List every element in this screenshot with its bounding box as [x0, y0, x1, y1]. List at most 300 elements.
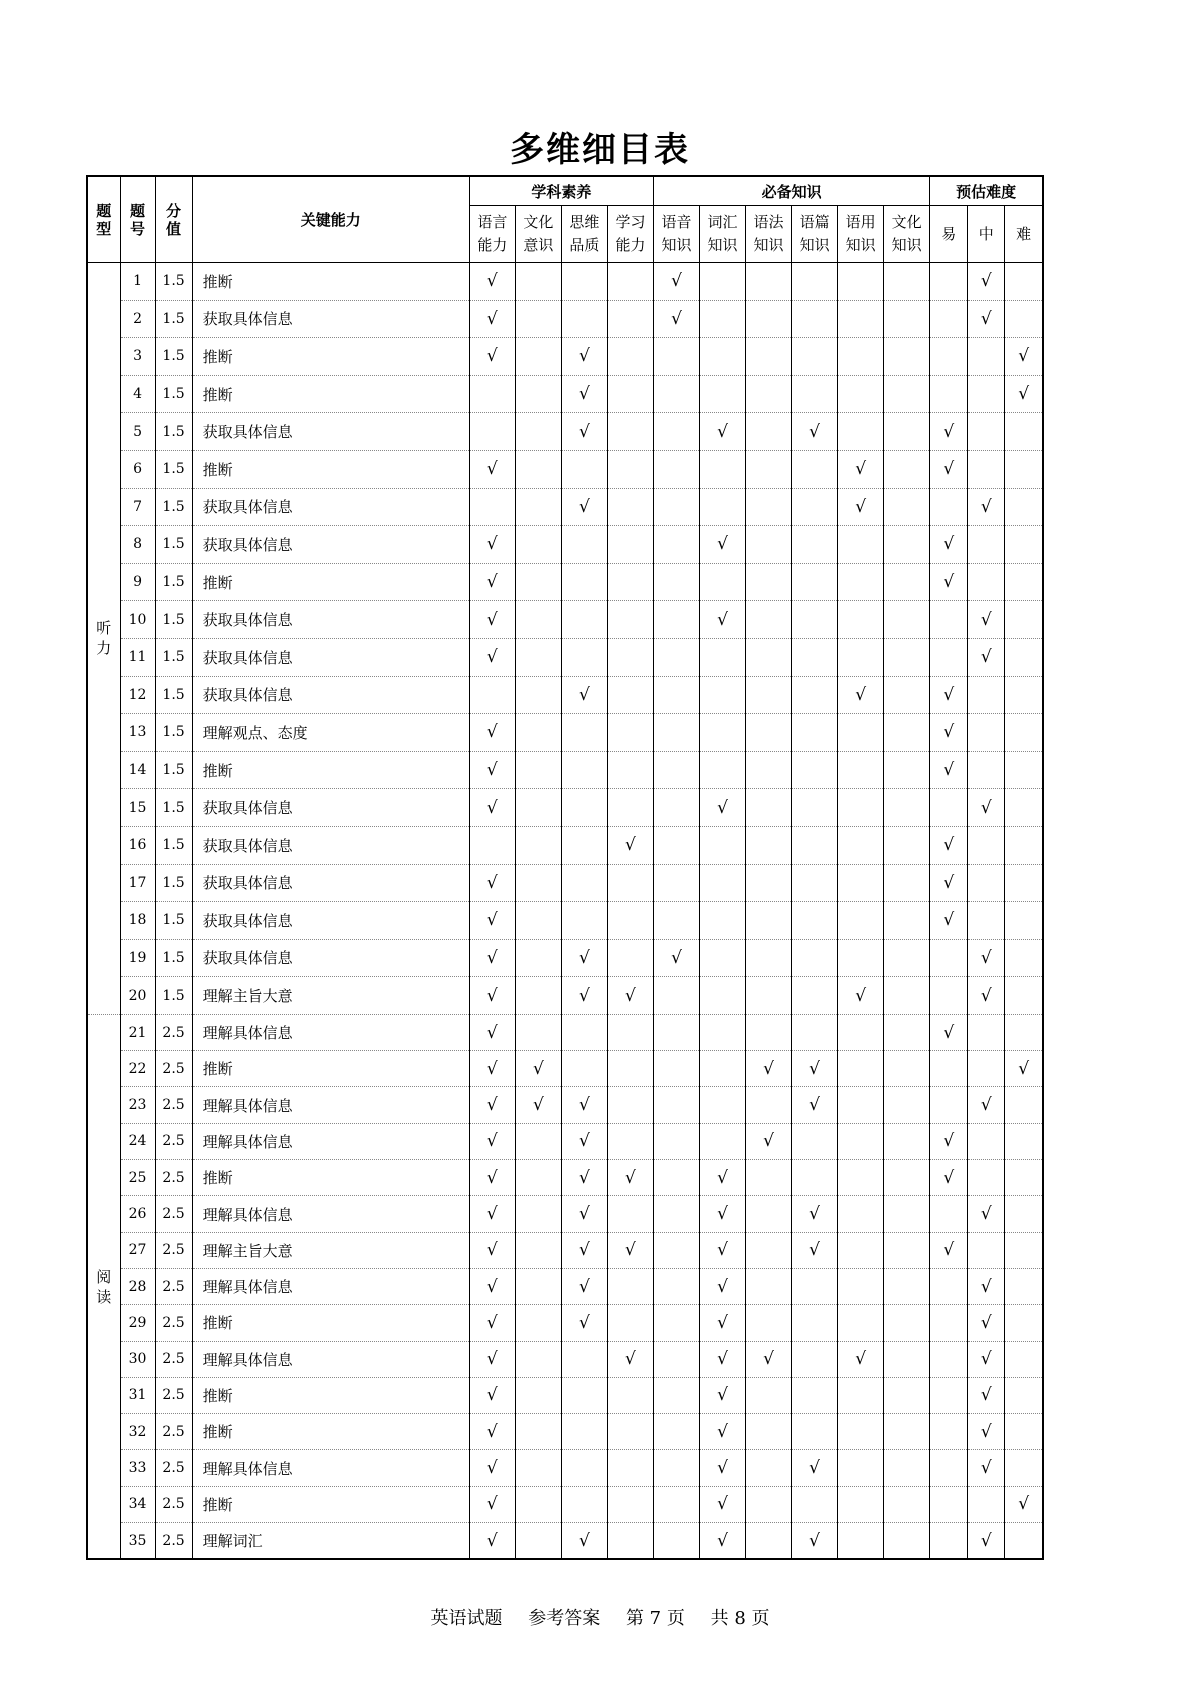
mark-cell-语法知识 [746, 1486, 792, 1522]
mark-cell-文化知识 [884, 1305, 930, 1341]
mark-cell-语用知识 [838, 1160, 884, 1196]
mark-cell-语言能力: √ [469, 601, 515, 639]
mark-cell-语用知识 [838, 1414, 884, 1450]
mark-cell-易: √ [930, 714, 968, 752]
mark-cell-语言能力: √ [469, 263, 515, 301]
table-row [87, 300, 1043, 338]
mark-cell-学习能力 [607, 789, 653, 827]
mark-cell-文化意识 [515, 902, 561, 940]
mark-cell-难 [1005, 751, 1043, 789]
mark-cell-语篇知识 [792, 826, 838, 864]
header-sub-2: 思维 品质 [561, 206, 607, 263]
mark-cell-学习能力 [607, 1523, 653, 1560]
mark-cell-语法知识 [746, 488, 792, 526]
mark-cell-学习能力 [607, 1486, 653, 1522]
mark-cell-语用知识 [838, 601, 884, 639]
mark-cell-文化知识 [884, 488, 930, 526]
mark-cell-词汇知识: √ [700, 1196, 746, 1232]
mark-cell-思维品质 [561, 638, 607, 676]
mark-cell-词汇知识 [700, 1123, 746, 1159]
mark-cell-语篇知识 [792, 300, 838, 338]
mark-cell-语音知识 [653, 789, 699, 827]
mark-cell-难 [1005, 526, 1043, 564]
header-sub-11: 中 [968, 206, 1005, 263]
mark-cell-词汇知识 [700, 300, 746, 338]
header-sub-10: 易 [930, 206, 968, 263]
mark-cell-思维品质 [561, 526, 607, 564]
mark-cell-中 [968, 375, 1005, 413]
question-score: 1.5 [155, 676, 192, 714]
mark-cell-文化知识 [884, 1123, 930, 1159]
mark-cell-中 [968, 1160, 1005, 1196]
header-group-literacy: 学科素养 [469, 176, 653, 206]
mark-cell-中: √ [968, 977, 1005, 1015]
mark-cell-语用知识 [838, 263, 884, 301]
question-number: 20 [120, 977, 155, 1015]
mark-cell-语用知识 [838, 563, 884, 601]
question-score: 2.5 [155, 1014, 192, 1050]
key-ability: 获取具体信息 [192, 413, 469, 451]
mark-cell-词汇知识: √ [700, 1450, 746, 1486]
mark-cell-中 [968, 338, 1005, 376]
mark-cell-语法知识 [746, 1523, 792, 1560]
mark-cell-思维品质 [561, 751, 607, 789]
mark-cell-学习能力 [607, 375, 653, 413]
mark-cell-语音知识 [653, 1014, 699, 1050]
question-number: 19 [120, 939, 155, 977]
mark-cell-中 [968, 902, 1005, 940]
key-ability: 获取具体信息 [192, 601, 469, 639]
mark-cell-语篇知识 [792, 563, 838, 601]
mark-cell-语篇知识 [792, 638, 838, 676]
mark-cell-语篇知识: √ [792, 1232, 838, 1268]
mark-cell-中: √ [968, 488, 1005, 526]
mark-cell-文化意识 [515, 1414, 561, 1450]
mark-cell-难 [1005, 300, 1043, 338]
mark-cell-学习能力 [607, 601, 653, 639]
mark-cell-思维品质: √ [561, 939, 607, 977]
mark-cell-语言能力 [469, 676, 515, 714]
page-footer [0, 1604, 1200, 1630]
mark-cell-中: √ [968, 789, 1005, 827]
question-number: 32 [120, 1414, 155, 1450]
mark-cell-易: √ [930, 1232, 968, 1268]
mark-cell-语法知识 [746, 864, 792, 902]
mark-cell-易 [930, 1523, 968, 1560]
mark-cell-中: √ [968, 1414, 1005, 1450]
mark-cell-文化知识 [884, 1523, 930, 1560]
mark-cell-中: √ [968, 1305, 1005, 1341]
mark-cell-文化意识 [515, 300, 561, 338]
key-ability: 获取具体信息 [192, 638, 469, 676]
question-number: 24 [120, 1123, 155, 1159]
mark-cell-语用知识 [838, 1123, 884, 1159]
mark-cell-词汇知识 [700, 714, 746, 752]
key-ability: 理解主旨大意 [192, 977, 469, 1015]
mark-cell-难: √ [1005, 375, 1043, 413]
mark-cell-易: √ [930, 1160, 968, 1196]
mark-cell-语篇知识 [792, 601, 838, 639]
mark-cell-语篇知识 [792, 450, 838, 488]
mark-cell-难 [1005, 1305, 1043, 1341]
mark-cell-文化意识 [515, 638, 561, 676]
question-number: 29 [120, 1305, 155, 1341]
mark-cell-学习能力 [607, 338, 653, 376]
question-score: 2.5 [155, 1160, 192, 1196]
key-ability: 理解词汇 [192, 1523, 469, 1560]
mark-cell-语用知识 [838, 864, 884, 902]
mark-cell-语音知识: √ [653, 939, 699, 977]
mark-cell-词汇知识 [700, 826, 746, 864]
question-score: 2.5 [155, 1305, 192, 1341]
mark-cell-易: √ [930, 1014, 968, 1050]
mark-cell-语音知识 [653, 1232, 699, 1268]
mark-cell-中: √ [968, 1523, 1005, 1560]
header-sub-1: 文化 意识 [515, 206, 561, 263]
mark-cell-语言能力: √ [469, 939, 515, 977]
key-ability: 推断 [192, 1305, 469, 1341]
mark-cell-难 [1005, 676, 1043, 714]
mark-cell-语法知识 [746, 1305, 792, 1341]
question-number: 26 [120, 1196, 155, 1232]
mark-cell-语用知识 [838, 939, 884, 977]
mark-cell-中 [968, 1486, 1005, 1522]
mark-cell-难 [1005, 714, 1043, 752]
mark-cell-思维品质: √ [561, 676, 607, 714]
mark-cell-语音知识 [653, 601, 699, 639]
header-sub-7: 语篇 知识 [792, 206, 838, 263]
mark-cell-学习能力 [607, 488, 653, 526]
mark-cell-词汇知识 [700, 638, 746, 676]
table-row [87, 789, 1043, 827]
mark-cell-难 [1005, 1341, 1043, 1377]
question-score: 1.5 [155, 939, 192, 977]
mark-cell-思维品质 [561, 826, 607, 864]
mark-cell-难 [1005, 1377, 1043, 1413]
question-score: 2.5 [155, 1087, 192, 1123]
mark-cell-语篇知识 [792, 1268, 838, 1304]
mark-cell-文化知识 [884, 450, 930, 488]
mark-cell-难: √ [1005, 338, 1043, 376]
mark-cell-语用知识: √ [838, 488, 884, 526]
mark-cell-思维品质: √ [561, 1268, 607, 1304]
mark-cell-文化知识 [884, 1268, 930, 1304]
mark-cell-语用知识 [838, 338, 884, 376]
mark-cell-易 [930, 1450, 968, 1486]
mark-cell-学习能力 [607, 1014, 653, 1050]
mark-cell-语用知识: √ [838, 1341, 884, 1377]
table-row [87, 751, 1043, 789]
mark-cell-语言能力: √ [469, 1160, 515, 1196]
mark-cell-语言能力: √ [469, 1051, 515, 1087]
mark-cell-词汇知识 [700, 1087, 746, 1123]
table-row [87, 1268, 1043, 1304]
mark-cell-学习能力 [607, 413, 653, 451]
mark-cell-难 [1005, 1123, 1043, 1159]
mark-cell-词汇知识 [700, 939, 746, 977]
mark-cell-思维品质: √ [561, 1232, 607, 1268]
mark-cell-文化知识 [884, 1051, 930, 1087]
mark-cell-语音知识 [653, 1087, 699, 1123]
mark-cell-难 [1005, 601, 1043, 639]
mark-cell-语音知识 [653, 488, 699, 526]
mark-cell-难 [1005, 789, 1043, 827]
mark-cell-学习能力 [607, 714, 653, 752]
key-ability: 理解具体信息 [192, 1196, 469, 1232]
mark-cell-思维品质: √ [561, 1160, 607, 1196]
mark-cell-语用知识 [838, 1305, 884, 1341]
mark-cell-语法知识 [746, 300, 792, 338]
question-number: 25 [120, 1160, 155, 1196]
mark-cell-语法知识 [746, 526, 792, 564]
mark-cell-易 [930, 338, 968, 376]
mark-cell-词汇知识 [700, 751, 746, 789]
mark-cell-思维品质 [561, 864, 607, 902]
mark-cell-中 [968, 864, 1005, 902]
mark-cell-易: √ [930, 864, 968, 902]
key-ability: 理解具体信息 [192, 1014, 469, 1050]
table-row [87, 1377, 1043, 1413]
mark-cell-语法知识 [746, 939, 792, 977]
mark-cell-词汇知识: √ [700, 1160, 746, 1196]
question-score: 2.5 [155, 1123, 192, 1159]
key-ability: 获取具体信息 [192, 939, 469, 977]
key-ability: 理解主旨大意 [192, 1232, 469, 1268]
mark-cell-文化知识 [884, 1232, 930, 1268]
mark-cell-语篇知识 [792, 864, 838, 902]
mark-cell-语法知识 [746, 413, 792, 451]
mark-cell-学习能力 [607, 676, 653, 714]
mark-cell-语言能力: √ [469, 751, 515, 789]
mark-cell-学习能力 [607, 638, 653, 676]
mark-cell-语音知识 [653, 526, 699, 564]
mark-cell-语法知识 [746, 977, 792, 1015]
question-number: 21 [120, 1014, 155, 1050]
mark-cell-学习能力: √ [607, 1341, 653, 1377]
mark-cell-中 [968, 526, 1005, 564]
mark-cell-语言能力: √ [469, 1377, 515, 1413]
header-type: 题 型 [87, 176, 120, 263]
mark-cell-难 [1005, 826, 1043, 864]
mark-cell-词汇知识 [700, 1014, 746, 1050]
mark-cell-易 [930, 488, 968, 526]
key-ability: 理解具体信息 [192, 1268, 469, 1304]
mark-cell-文化知识 [884, 939, 930, 977]
mark-cell-语篇知识: √ [792, 1523, 838, 1560]
question-number: 27 [120, 1232, 155, 1268]
mark-cell-文化知识 [884, 1014, 930, 1050]
question-number: 16 [120, 826, 155, 864]
header-score: 分 值 [155, 176, 192, 263]
mark-cell-文化知识 [884, 601, 930, 639]
mark-cell-文化意识 [515, 1268, 561, 1304]
mark-cell-语言能力: √ [469, 789, 515, 827]
question-number: 7 [120, 488, 155, 526]
table-header [87, 176, 1043, 263]
question-score: 1.5 [155, 601, 192, 639]
mark-cell-语音知识: √ [653, 263, 699, 301]
mark-cell-语用知识 [838, 1051, 884, 1087]
section-label: 听 力 [87, 263, 120, 1015]
mark-cell-难 [1005, 488, 1043, 526]
question-score: 2.5 [155, 1377, 192, 1413]
mark-cell-学习能力 [607, 263, 653, 301]
mark-cell-易 [930, 1377, 968, 1413]
table-row [87, 1305, 1043, 1341]
mark-cell-文化意识 [515, 714, 561, 752]
mark-cell-思维品质: √ [561, 488, 607, 526]
mark-cell-语音知识 [653, 375, 699, 413]
key-ability: 推断 [192, 263, 469, 301]
question-number: 8 [120, 526, 155, 564]
mark-cell-易 [930, 601, 968, 639]
mark-cell-文化知识 [884, 864, 930, 902]
mark-cell-语法知识 [746, 638, 792, 676]
mark-cell-词汇知识 [700, 864, 746, 902]
mark-cell-难 [1005, 1232, 1043, 1268]
mark-cell-学习能力 [607, 450, 653, 488]
mark-cell-文化知识 [884, 413, 930, 451]
mark-cell-文化意识 [515, 263, 561, 301]
key-ability: 理解具体信息 [192, 1123, 469, 1159]
mark-cell-文化意识 [515, 488, 561, 526]
mark-cell-文化意识 [515, 939, 561, 977]
mark-cell-语篇知识 [792, 1160, 838, 1196]
key-ability: 获取具体信息 [192, 526, 469, 564]
table-row [87, 601, 1043, 639]
mark-cell-文化意识 [515, 338, 561, 376]
mark-cell-文化意识 [515, 1123, 561, 1159]
mark-cell-易 [930, 1087, 968, 1123]
mark-cell-文化意识 [515, 977, 561, 1015]
header-sub-9: 文化 知识 [884, 206, 930, 263]
mark-cell-学习能力: √ [607, 1232, 653, 1268]
question-score: 1.5 [155, 300, 192, 338]
mark-cell-文化知识 [884, 1196, 930, 1232]
question-number: 35 [120, 1523, 155, 1560]
key-ability: 推断 [192, 1160, 469, 1196]
mark-cell-语用知识 [838, 789, 884, 827]
mark-cell-思维品质 [561, 601, 607, 639]
mark-cell-难 [1005, 563, 1043, 601]
header-sub-4: 语音 知识 [653, 206, 699, 263]
question-number: 23 [120, 1087, 155, 1123]
question-score: 2.5 [155, 1341, 192, 1377]
mark-cell-语言能力: √ [469, 338, 515, 376]
mark-cell-语音知识 [653, 1123, 699, 1159]
header-ability: 关键能力 [192, 176, 469, 263]
question-score: 1.5 [155, 789, 192, 827]
mark-cell-文化意识 [515, 526, 561, 564]
mark-cell-难 [1005, 450, 1043, 488]
mark-cell-易: √ [930, 751, 968, 789]
mark-cell-语言能力: √ [469, 1305, 515, 1341]
mark-cell-文化意识 [515, 1014, 561, 1050]
mark-cell-语言能力: √ [469, 1268, 515, 1304]
mark-cell-语言能力: √ [469, 1123, 515, 1159]
mark-cell-文化意识 [515, 864, 561, 902]
mark-cell-学习能力: √ [607, 1160, 653, 1196]
question-score: 1.5 [155, 450, 192, 488]
detail-table [86, 175, 1044, 1560]
mark-cell-语法知识 [746, 902, 792, 940]
mark-cell-文化知识 [884, 563, 930, 601]
mark-cell-语音知识 [653, 751, 699, 789]
mark-cell-文化知识 [884, 1450, 930, 1486]
table-row [87, 977, 1043, 1015]
mark-cell-语用知识 [838, 1087, 884, 1123]
mark-cell-易: √ [930, 1123, 968, 1159]
table-row [87, 864, 1043, 902]
mark-cell-语用知识 [838, 638, 884, 676]
mark-cell-语法知识 [746, 714, 792, 752]
mark-cell-语言能力: √ [469, 1414, 515, 1450]
key-ability: 获取具体信息 [192, 789, 469, 827]
header-sub-3: 学习 能力 [607, 206, 653, 263]
key-ability: 推断 [192, 338, 469, 376]
mark-cell-语音知识 [653, 638, 699, 676]
mark-cell-语用知识: √ [838, 977, 884, 1015]
mark-cell-语篇知识: √ [792, 1450, 838, 1486]
mark-cell-思维品质 [561, 1051, 607, 1087]
mark-cell-思维品质 [561, 1450, 607, 1486]
mark-cell-语法知识 [746, 375, 792, 413]
mark-cell-语言能力 [469, 488, 515, 526]
page-title: 多维细目表 [510, 130, 690, 170]
mark-cell-语法知识: √ [746, 1123, 792, 1159]
mark-cell-词汇知识: √ [700, 1486, 746, 1522]
mark-cell-中: √ [968, 939, 1005, 977]
mark-cell-文化意识 [515, 676, 561, 714]
table-row [87, 1523, 1043, 1560]
mark-cell-难 [1005, 1523, 1043, 1560]
question-score: 1.5 [155, 902, 192, 940]
mark-cell-难 [1005, 977, 1043, 1015]
footer-subject: 英语试题 [430, 1608, 503, 1629]
mark-cell-学习能力 [607, 563, 653, 601]
mark-cell-思维品质 [561, 263, 607, 301]
mark-cell-词汇知识: √ [700, 1305, 746, 1341]
mark-cell-思维品质 [561, 902, 607, 940]
table-row [87, 450, 1043, 488]
mark-cell-易 [930, 263, 968, 301]
mark-cell-文化知识 [884, 1486, 930, 1522]
table-body [87, 263, 1043, 1560]
mark-cell-语音知识 [653, 864, 699, 902]
mark-cell-语篇知识: √ [792, 413, 838, 451]
mark-cell-中: √ [968, 300, 1005, 338]
mark-cell-中 [968, 676, 1005, 714]
mark-cell-语音知识 [653, 563, 699, 601]
question-number: 18 [120, 902, 155, 940]
mark-cell-思维品质: √ [561, 1523, 607, 1560]
key-ability: 推断 [192, 375, 469, 413]
mark-cell-词汇知识 [700, 563, 746, 601]
mark-cell-学习能力: √ [607, 977, 653, 1015]
mark-cell-词汇知识: √ [700, 1232, 746, 1268]
mark-cell-易 [930, 1051, 968, 1087]
mark-cell-文化意识 [515, 826, 561, 864]
mark-cell-中: √ [968, 1341, 1005, 1377]
mark-cell-语篇知识: √ [792, 1087, 838, 1123]
table-row [87, 1160, 1043, 1196]
mark-cell-语言能力 [469, 413, 515, 451]
key-ability: 获取具体信息 [192, 902, 469, 940]
question-score: 2.5 [155, 1450, 192, 1486]
key-ability: 获取具体信息 [192, 676, 469, 714]
key-ability: 推断 [192, 1486, 469, 1522]
table-row [87, 488, 1043, 526]
